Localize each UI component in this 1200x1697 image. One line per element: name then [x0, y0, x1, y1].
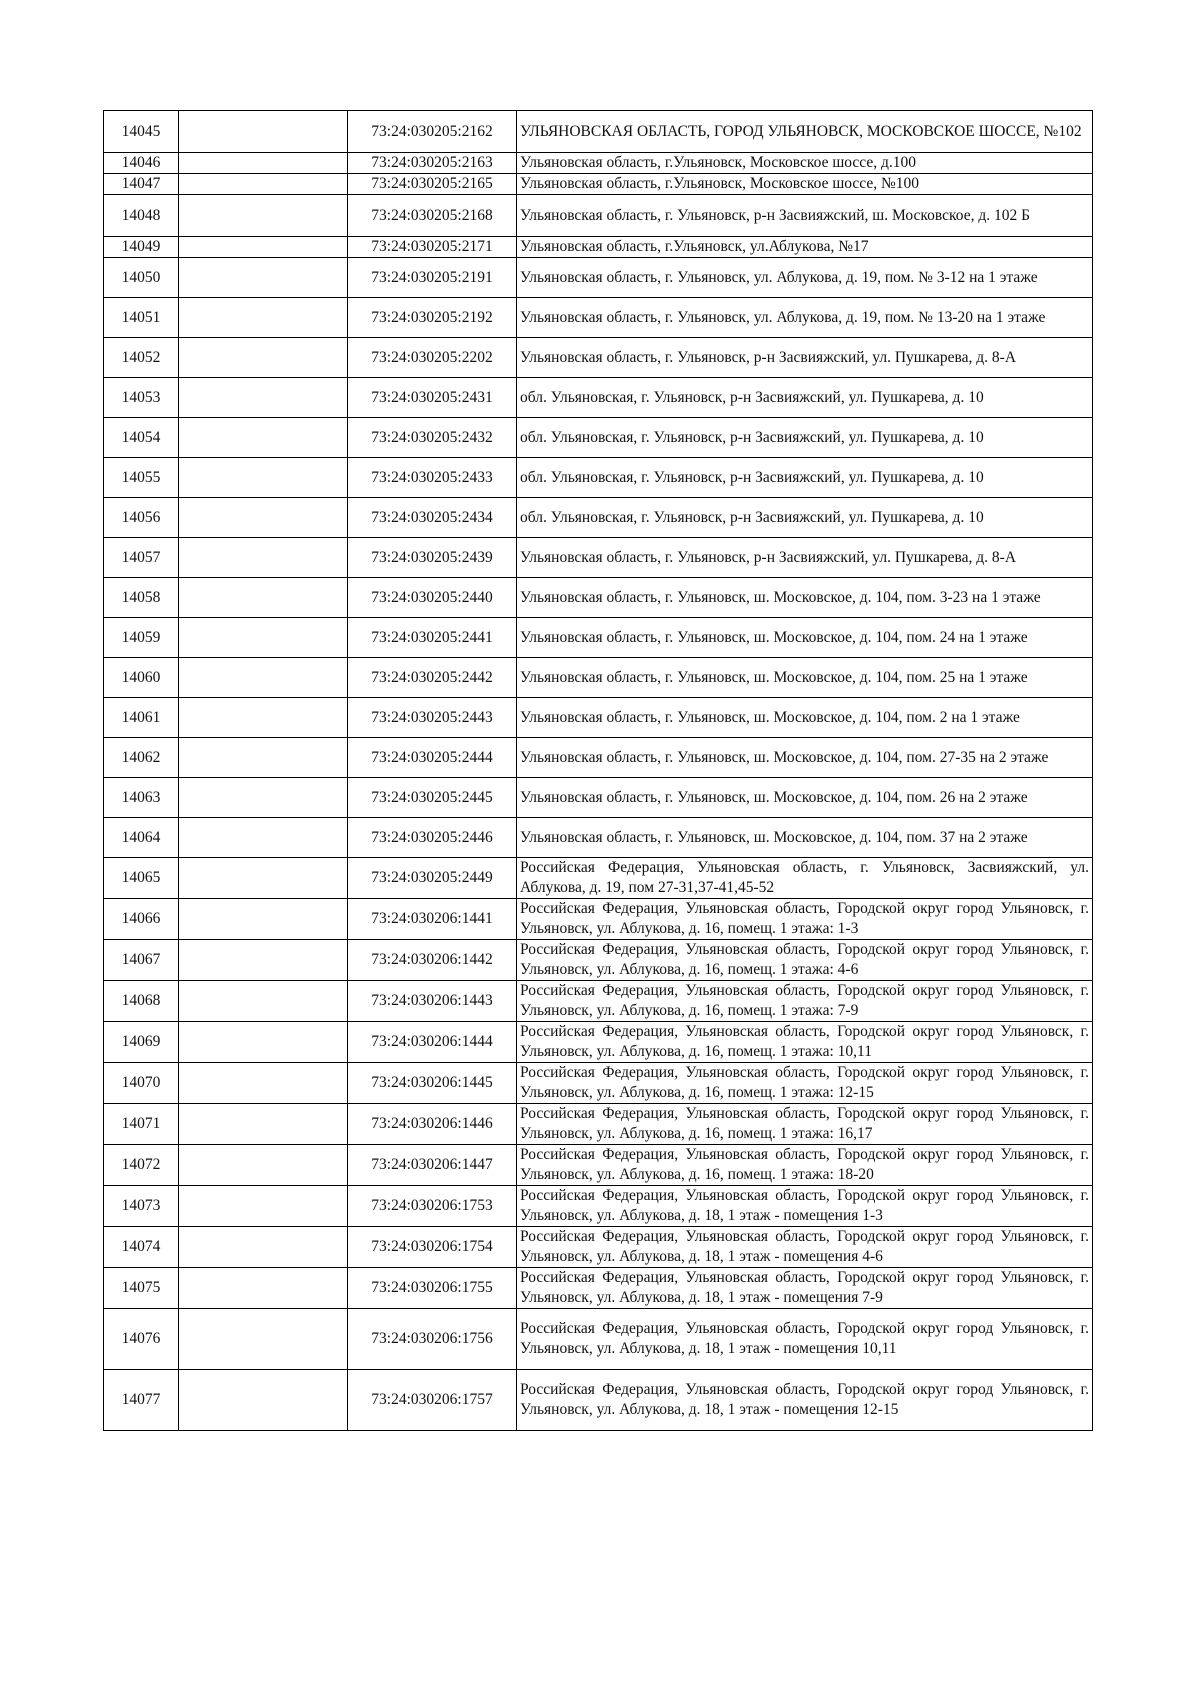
empty-cell — [179, 1370, 348, 1431]
table-row — [104, 538, 1093, 578]
cadastral-number: 73:24:030205:2168 — [348, 195, 517, 237]
table-row — [104, 458, 1093, 498]
cadastral-number: 73:24:030205:2439 — [348, 538, 517, 578]
address: Российская Федерация, Ульяновская область, Городской округ город Ульяновск, г. Ульяновск, ул. Аблукова, д. 16, помещ. 1 этажа: 18-20 — [517, 1145, 1093, 1186]
empty-cell — [179, 1268, 348, 1309]
empty-cell — [179, 498, 348, 538]
row-number: 14060 — [104, 658, 179, 698]
cadastral-number: 73:24:030206:1444 — [348, 1022, 517, 1063]
empty-cell — [179, 818, 348, 858]
cadastral-number: 73:24:030206:1446 — [348, 1104, 517, 1145]
table-row — [104, 778, 1093, 818]
empty-cell — [179, 418, 348, 458]
row-number: 14069 — [104, 1022, 179, 1063]
address: Ульяновская область, г. Ульяновск, р-н Засвияжский, ул. Пушкарева, д. 8-А — [517, 338, 1093, 378]
row-number: 14054 — [104, 418, 179, 458]
row-number: 14046 — [104, 153, 179, 174]
row-number: 14076 — [104, 1309, 179, 1370]
row-number: 14051 — [104, 298, 179, 338]
cadastral-number: 73:24:030205:2443 — [348, 698, 517, 738]
cadastral-number: 73:24:030206:1443 — [348, 981, 517, 1022]
cadastral-number: 73:24:030205:2165 — [348, 174, 517, 195]
address: обл. Ульяновская, г. Ульяновск, р-н Засвияжский, ул. Пушкарева, д. 10 — [517, 498, 1093, 538]
row-number: 14064 — [104, 818, 179, 858]
table-row — [104, 1309, 1093, 1370]
table-row — [104, 981, 1093, 1022]
row-number: 14061 — [104, 698, 179, 738]
address: Ульяновская область, г.Ульяновск, ул.Аблукова, №17 — [517, 237, 1093, 258]
row-number: 14053 — [104, 378, 179, 418]
empty-cell — [179, 1104, 348, 1145]
address: Российская Федерация, Ульяновская область, Городской округ город Ульяновск, г. Ульяновск, ул. Аблукова, д. 18, 1 этаж - помещения 1-3 — [517, 1186, 1093, 1227]
row-number: 14077 — [104, 1370, 179, 1431]
table-row — [104, 378, 1093, 418]
table-row — [104, 658, 1093, 698]
cadastral-number: 73:24:030205:2431 — [348, 378, 517, 418]
table-row — [104, 1268, 1093, 1309]
address: Ульяновская область, г. Ульяновск, ш. Московское, д. 104, пом. 25 на 1 этаже — [517, 658, 1093, 698]
cadastral-number: 73:24:030205:2192 — [348, 298, 517, 338]
empty-cell — [179, 899, 348, 940]
cadastral-number: 73:24:030206:1447 — [348, 1145, 517, 1186]
table-row — [104, 818, 1093, 858]
table-row — [104, 298, 1093, 338]
table-row — [104, 1104, 1093, 1145]
empty-cell — [179, 778, 348, 818]
table-row — [104, 111, 1093, 153]
empty-cell — [179, 298, 348, 338]
cadastral-number: 73:24:030205:2202 — [348, 338, 517, 378]
address: Российская Федерация, Ульяновская область, Городской округ город Ульяновск, г. Ульяновск, ул. Аблукова, д. 16, помещ. 1 этажа: 4-6 — [517, 940, 1093, 981]
cadastral-number: 73:24:030205:2445 — [348, 778, 517, 818]
row-number: 14075 — [104, 1268, 179, 1309]
cadastral-number: 73:24:030205:2162 — [348, 111, 517, 153]
address: Ульяновская область, г. Ульяновск, ш. Московское, д. 104, пом. 24 на 1 этаже — [517, 618, 1093, 658]
empty-cell — [179, 458, 348, 498]
table-row — [104, 1063, 1093, 1104]
table-row — [104, 858, 1093, 899]
table-row — [104, 258, 1093, 298]
row-number: 14057 — [104, 538, 179, 578]
row-number: 14068 — [104, 981, 179, 1022]
address: Российская Федерация, Ульяновская область, Городской округ город Ульяновск, г. Ульяновск, ул. Аблукова, д. 18, 1 этаж - помещения 12-15 — [517, 1370, 1093, 1431]
address: УЛЬЯНОВСКАЯ ОБЛАСТЬ, ГОРОД УЛЬЯНОВСК, МОСКОВСКОЕ ШОССЕ, №102 — [517, 111, 1093, 153]
address: Ульяновская область, г. Ульяновск, р-н Засвияжский, ш. Московское, д. 102 Б — [517, 195, 1093, 237]
empty-cell — [179, 195, 348, 237]
row-number: 14048 — [104, 195, 179, 237]
row-number: 14066 — [104, 899, 179, 940]
table-row — [104, 498, 1093, 538]
empty-cell — [179, 1186, 348, 1227]
table-row — [104, 418, 1093, 458]
row-number: 14052 — [104, 338, 179, 378]
cadastral-number: 73:24:030205:2432 — [348, 418, 517, 458]
empty-cell — [179, 237, 348, 258]
address: Ульяновская область, г. Ульяновск, ш. Московское, д. 104, пом. 2 на 1 этаже — [517, 698, 1093, 738]
empty-cell — [179, 1145, 348, 1186]
cadastral-number: 73:24:030205:2449 — [348, 858, 517, 899]
address: Российская Федерация, Ульяновская область, Городской округ город Ульяновск, г. Ульяновск, ул. Аблукова, д. 16, помещ. 1 этажа: 16,17 — [517, 1104, 1093, 1145]
table-row — [104, 578, 1093, 618]
empty-cell — [179, 1022, 348, 1063]
cadastral-number: 73:24:030205:2441 — [348, 618, 517, 658]
empty-cell — [179, 338, 348, 378]
empty-cell — [179, 658, 348, 698]
empty-cell — [179, 1063, 348, 1104]
cadastral-number: 73:24:030206:1756 — [348, 1309, 517, 1370]
cadastral-number: 73:24:030205:2440 — [348, 578, 517, 618]
registry-table — [103, 110, 1093, 1431]
registry-table-body — [104, 111, 1093, 1431]
address: обл. Ульяновская, г. Ульяновск, р-н Засвияжский, ул. Пушкарева, д. 10 — [517, 458, 1093, 498]
cadastral-number: 73:24:030205:2171 — [348, 237, 517, 258]
row-number: 14047 — [104, 174, 179, 195]
address: Российская Федерация, Ульяновская область, Городской округ город Ульяновск, г. Ульяновск, ул. Аблукова, д. 16, помещ. 1 этажа: 7-9 — [517, 981, 1093, 1022]
row-number: 14072 — [104, 1145, 179, 1186]
cadastral-number: 73:24:030206:1754 — [348, 1227, 517, 1268]
address: Ульяновская область, г. Ульяновск, ш. Московское, д. 104, пом. 26 на 2 этаже — [517, 778, 1093, 818]
cadastral-number: 73:24:030206:1445 — [348, 1063, 517, 1104]
address: Ульяновская область, г. Ульяновск, ш. Московское, д. 104, пом. 3-23 на 1 этаже — [517, 578, 1093, 618]
cadastral-number: 73:24:030206:1755 — [348, 1268, 517, 1309]
empty-cell — [179, 538, 348, 578]
table-row — [104, 195, 1093, 237]
empty-cell — [179, 258, 348, 298]
address: Ульяновская область, г. Ульяновск, р-н Засвияжский, ул. Пушкарева, д. 8-А — [517, 538, 1093, 578]
cadastral-number: 73:24:030206:1441 — [348, 899, 517, 940]
empty-cell — [179, 174, 348, 195]
row-number: 14058 — [104, 578, 179, 618]
table-row — [104, 1227, 1093, 1268]
table-row — [104, 940, 1093, 981]
empty-cell — [179, 858, 348, 899]
cadastral-number: 73:24:030205:2446 — [348, 818, 517, 858]
address: обл. Ульяновская, г. Ульяновск, р-н Засвияжский, ул. Пушкарева, д. 10 — [517, 418, 1093, 458]
cadastral-number: 73:24:030205:2433 — [348, 458, 517, 498]
address: Ульяновская область, г. Ульяновск, ул. Аблукова, д. 19, пом. № 13-20 на 1 этаже — [517, 298, 1093, 338]
table-row — [104, 174, 1093, 195]
table-row — [104, 1022, 1093, 1063]
address: Российская Федерация, Ульяновская область, Городской округ город Ульяновск, г. Ульяновск, ул. Аблукова, д. 18, 1 этаж - помещения 10,11 — [517, 1309, 1093, 1370]
address: обл. Ульяновская, г. Ульяновск, р-н Засвияжский, ул. Пушкарева, д. 10 — [517, 378, 1093, 418]
table-row — [104, 1145, 1093, 1186]
row-number: 14063 — [104, 778, 179, 818]
empty-cell — [179, 738, 348, 778]
address: Российская Федерация, Ульяновская область, Городской округ город Ульяновск, г. Ульяновск, ул. Аблукова, д. 18, 1 этаж - помещения 4-6 — [517, 1227, 1093, 1268]
row-number: 14049 — [104, 237, 179, 258]
address: Российская Федерация, Ульяновская область, Городской округ город Ульяновск, г. Ульяновск, ул. Аблукова, д. 16, помещ. 1 этажа: 1-3 — [517, 899, 1093, 940]
table-row — [104, 899, 1093, 940]
row-number: 14070 — [104, 1063, 179, 1104]
row-number: 14050 — [104, 258, 179, 298]
row-number: 14065 — [104, 858, 179, 899]
address: Ульяновская область, г. Ульяновск, ш. Московское, д. 104, пом. 37 на 2 этаже — [517, 818, 1093, 858]
row-number: 14071 — [104, 1104, 179, 1145]
empty-cell — [179, 1227, 348, 1268]
empty-cell — [179, 378, 348, 418]
empty-cell — [179, 111, 348, 153]
address: Российская Федерация, Ульяновская область, г. Ульяновск, Засвияжский, ул. Аблукова, д. 19, пом 27-31,37-41,45-52 — [517, 858, 1093, 899]
empty-cell — [179, 153, 348, 174]
row-number: 14059 — [104, 618, 179, 658]
table-row — [104, 338, 1093, 378]
row-number: 14055 — [104, 458, 179, 498]
address: Ульяновская область, г. Ульяновск, ул. Аблукова, д. 19, пом. № 3-12 на 1 этаже — [517, 258, 1093, 298]
row-number: 14056 — [104, 498, 179, 538]
row-number: 14045 — [104, 111, 179, 153]
row-number: 14062 — [104, 738, 179, 778]
cadastral-number: 73:24:030205:2442 — [348, 658, 517, 698]
table-row — [104, 738, 1093, 778]
row-number: 14067 — [104, 940, 179, 981]
cadastral-number: 73:24:030206:1442 — [348, 940, 517, 981]
table-row — [104, 1370, 1093, 1431]
cadastral-number: 73:24:030205:2191 — [348, 258, 517, 298]
address: Российская Федерация, Ульяновская область, Городской округ город Ульяновск, г. Ульяновск, ул. Аблукова, д. 18, 1 этаж - помещения 7-9 — [517, 1268, 1093, 1309]
row-number: 14073 — [104, 1186, 179, 1227]
table-row — [104, 153, 1093, 174]
address: Российская Федерация, Ульяновская область, Городской округ город Ульяновск, г. Ульяновск, ул. Аблукова, д. 16, помещ. 1 этажа: 10,11 — [517, 1022, 1093, 1063]
cadastral-number: 73:24:030206:1753 — [348, 1186, 517, 1227]
cadastral-number: 73:24:030206:1757 — [348, 1370, 517, 1431]
empty-cell — [179, 1309, 348, 1370]
table-row — [104, 1186, 1093, 1227]
address: Ульяновская область, г.Ульяновск, Московское шоссе, д.100 — [517, 153, 1093, 174]
empty-cell — [179, 940, 348, 981]
row-number: 14074 — [104, 1227, 179, 1268]
empty-cell — [179, 698, 348, 738]
address: Ульяновская область, г. Ульяновск, ш. Московское, д. 104, пом. 27-35 на 2 этаже — [517, 738, 1093, 778]
empty-cell — [179, 578, 348, 618]
cadastral-number: 73:24:030205:2434 — [348, 498, 517, 538]
cadastral-number: 73:24:030205:2163 — [348, 153, 517, 174]
empty-cell — [179, 618, 348, 658]
address: Ульяновская область, г.Ульяновск, Московское шоссе, №100 — [517, 174, 1093, 195]
cadastral-number: 73:24:030205:2444 — [348, 738, 517, 778]
table-row — [104, 698, 1093, 738]
table-row — [104, 618, 1093, 658]
empty-cell — [179, 981, 348, 1022]
table-row — [104, 237, 1093, 258]
address: Российская Федерация, Ульяновская область, Городской округ город Ульяновск, г. Ульяновск, ул. Аблукова, д. 16, помещ. 1 этажа: 12-15 — [517, 1063, 1093, 1104]
